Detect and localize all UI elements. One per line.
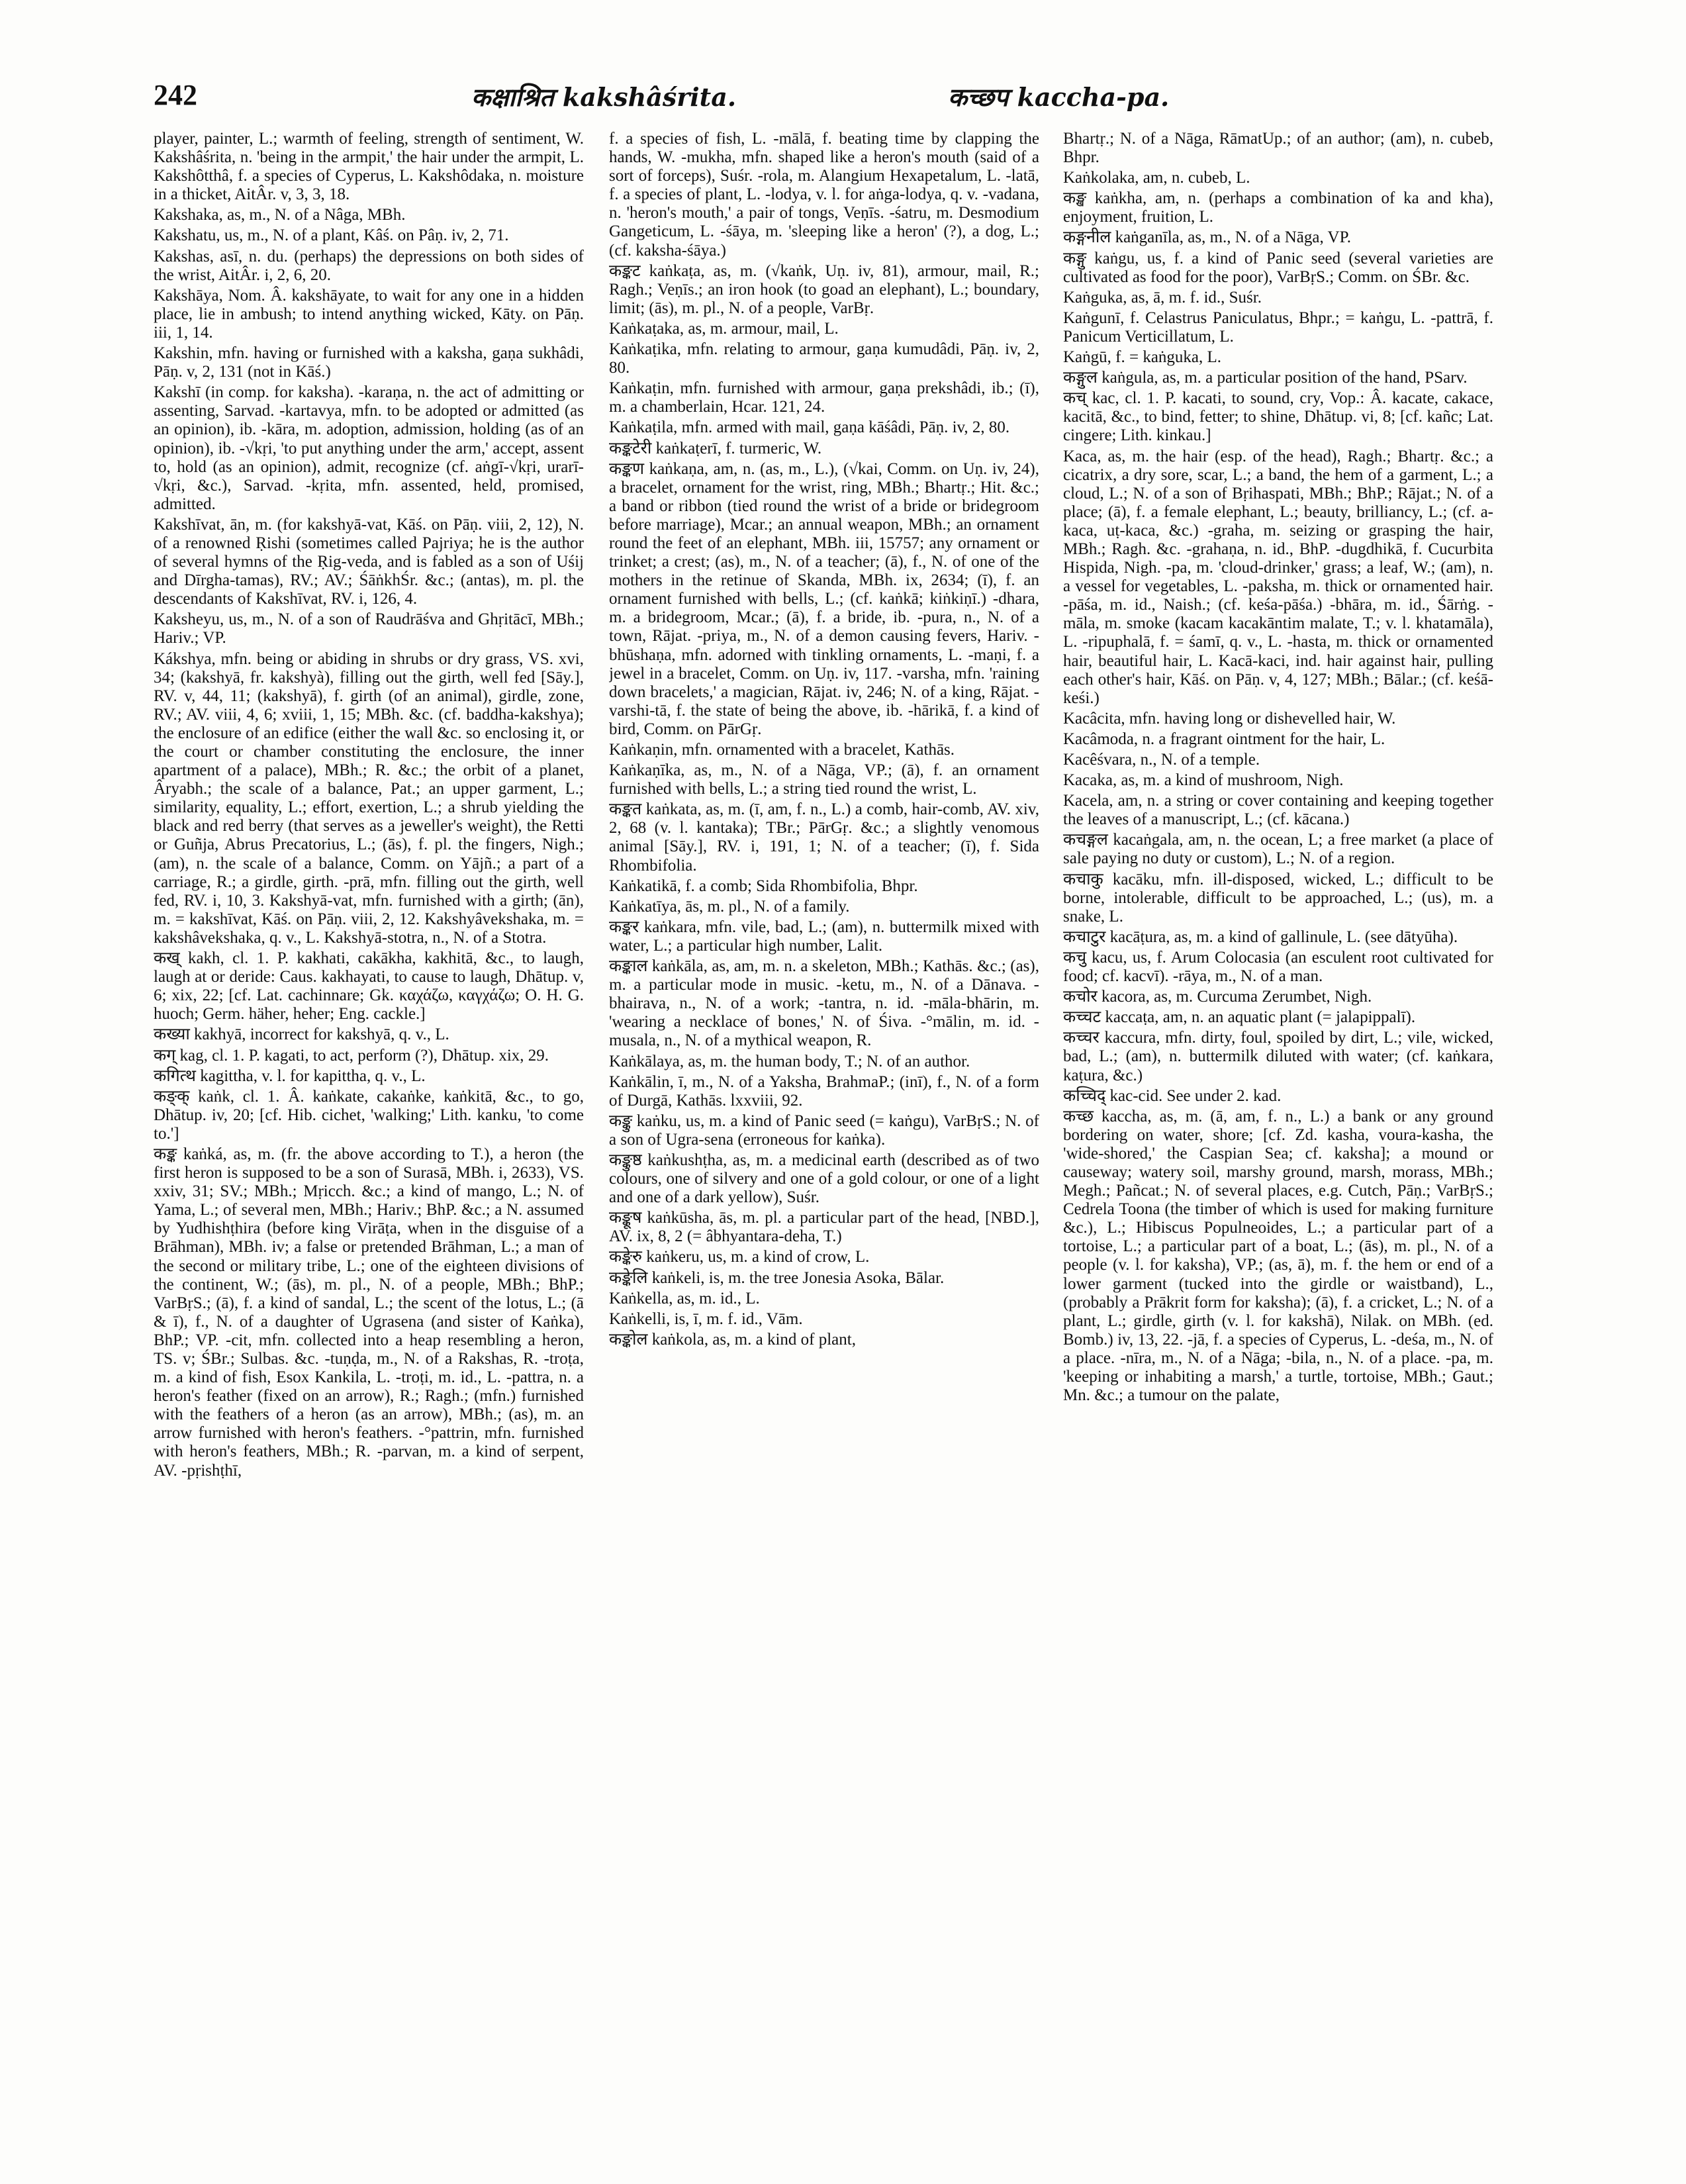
dictionary-entry: Bhartṛ.; N. of a Nāga, RāmatUp.; of an author; (am), n. cubeb, Bhpr. <box>1063 130 1493 167</box>
dictionary-entry: Kacela, am, n. a string or cover containing and keeping together the leaves of a manuscript, L.; (cf. kācana.) <box>1063 792 1493 829</box>
dictionary-entry: Kaṅkaṇin, mfn. ornamented with a bracelet, Kathās. <box>609 741 955 759</box>
dictionary-entry: Kaṅkatīya, ās, m. pl., N. of a family. <box>609 897 850 916</box>
column-1 <box>154 130 584 2156</box>
dictionary-entry: कख्या kakhyā, incorrect for kakshyā, q. v., L. <box>154 1025 449 1044</box>
dictionary-entry: Kaksheyu, us, m., N. of a son of Raudrāśva and Ghṛitācī, MBh.; Hariv.; VP. <box>154 610 584 647</box>
dictionary-entry: कङ्क् kaṅk, cl. 1. Â. kaṅkate, cakaṅke, kaṅkitā, &c., to go, Dhātup. iv, 20; [cf. Hib. cichet, 'walking;' Lith. kanku, 'to come to.'] <box>154 1087 584 1143</box>
left-running-headword: कक्षाश्रित kakshâśrita. <box>471 82 737 112</box>
dictionary-entry: Kákshya, mfn. being or abiding in shrubs or dry grass, VS. xvi, 34; (kakshyā, fr. kakshyà), filling out the girth, well fed [Sāy.], RV. v, 44, 11; (kakshyā), f. girth (of an animal), girdle, zone, RV.; AV. viii, 4, 6; xviii, 1, 15; MBh. &c. (cf. baddha-kakshya); the enclosure of an edifice (either the wall &c. so enclosing it, or the court or chamber constituting the enclosure, the inner apartment of a palace), MBh.; R. &c.; the orbit of a planet, Âryabh.; the scale of a balance, Pat.; an upper garment, L.; similarity, equality, L.; effort, exertion, L.; a shrub yielding the black and red berry (that serves as a jeweller's weight), the Retti or Guñja, Abrus Precatorius, L.; (ās), f. pl. the fingers, Nigh.; (am), n. the scale of a balance, Comm. on Yājñ.; a part of a carriage, R.; a girdle, girth. -prā, mfn. filling out the girth, well fed, RV. i, 10, 3. Kakshyā-vat, mfn. furnished with a girth; (ān), m. = kakshīvat, Kāś. on Pāṇ. viii, 2, 12. Kakshyâvekshaka, m. = kakshâvekshaka, q. v., L. Kakshyā-stotra, n., N. of a Stotra. <box>154 649 584 947</box>
dictionary-entry: कङ्कर kaṅkara, mfn. vile, bad, L.; (am), n. buttermilk mixed with water, L.; a particular high number, Lalit. <box>609 918 1039 955</box>
column-2 <box>609 130 1039 2156</box>
dictionary-entry: कङ्कोल kaṅkola, as, m. a kind of plant, <box>609 1330 856 1349</box>
dictionary-entry: Kaṅgū, f. = kaṅguka, L. <box>1063 348 1222 367</box>
dictionary-entry: कचाटुर kacāṭura, as, m. a kind of gallinule, L. (see dātyūha). <box>1063 927 1458 946</box>
dictionary-entry: कङ्गनील kaṅganīla, as, m., N. of a Nāga, VP. <box>1063 228 1351 247</box>
dictionary-entry: कगित्थ kagittha, v. l. for kapittha, q. v., L. <box>154 1067 426 1085</box>
dictionary-entry: Kaṅkelli, is, ī, m. f. id., Vām. <box>609 1309 803 1328</box>
dictionary-entry: कङ्केलि kaṅkeli, is, m. the tree Jonesia Asoka, Bālar. <box>609 1268 945 1287</box>
dictionary-entry: Kakshī (in comp. for kaksha). -karaṇa, n. the act of admitting or assenting, Sarvad. -kartavya, mfn. to be adopted or admitted (as an opinion), ib. -kāra, m. adoption, admission, holding (as of an opinion), ib. -√kṛi, 'to put anything under the arm,' accept, assent to, hold (as an opinion), admit, recognize (cf. aṅgī-√kṛi, urarī-√kṛi, &c.), Sarvad. -kṛita, mfn. assented, held, promised, admitted. <box>154 383 584 513</box>
dictionary-entry: कङ्केरु kaṅkeru, us, m. a kind of crow, L. <box>609 1248 870 1266</box>
dictionary-entry: Kakshaka, as, m., N. of a Nâga, MBh. <box>154 206 406 224</box>
dictionary-entry: कच्चट kaccaṭa, am, n. an aquatic plant (= jalapippalī). <box>1063 1008 1416 1027</box>
page-number: 242 <box>154 79 197 111</box>
dictionary-entry: Kakshāya, Nom. Â. kakshāyate, to wait for any one in a hidden place, lie in ambush; to intend anything wicked, Kāty. on Pāṇ. iii, 1, 14. <box>154 286 584 342</box>
dictionary-entry: Kacâmoda, n. a fragrant ointment for the hair, L. <box>1063 730 1385 748</box>
dictionary-entry: Kaṅkaṭika, mfn. relating to armour, gaṇa kumudâdi, Pāṇ. iv, 2, 80. <box>609 340 1039 377</box>
dictionary-entry: Kaṅkatikā, f. a comb; Sida Rhombifolia, Bhpr. <box>609 877 918 895</box>
dictionary-entry: कच्छ kaccha, as, m. (ā, am, f. n., L.) a bank or any ground bordering on water, shore; [cf. Zd. kasha, voura-kasha, the 'wide-shored,' the Caspian Sea; cf. kaksha]; a mound or causeway; watery soil, marshy ground, marsh, morass, MBh.; Megh.; Pañcat.; N. of several places, e.g. Cutch, Pāṇ.; VarBṛS.; Cedrela Toona (the timber of which is used for making furniture &c.), L.; Hibiscus Populneoides, L.; a particular part of a tortoise, L.; a particular part of a boat, L.; (ās), m. pl., N. of a people (v. l. for kaksha), VP.; (as, ā), m. f. the hem or end of a lower garment (tucked into the girdle or waistband), L., (probably a Prākrit form for kaksha); (ā), f. a cricket, L.; N. of a plant, L.; girdle, girth (v. l. for kakshā), Nilak. on MBh. (ed. Bomb.) iv, 13, 22. -jā, f. a species of Cyperus, L. -deśa, m., N. of a place. -nīra, m., N. of a Nāga; -bila, n., N. of a place. -pa, m. 'keeping or inhabiting a marsh,' a turtle, tortoise, MBh.; Gaut.; Mn. &c.; a tumour on the palate, <box>1063 1107 1493 1405</box>
dictionary-entry: Kakshatu, us, m., N. of a plant, Kâś. on Pâṇ. iv, 2, 71. <box>154 226 509 245</box>
dictionary-entry: कख् kakh, cl. 1. P. kakhati, cakākha, kakhitā, &c., to laugh, laugh at or deride: Caus. kakhayati, to cause to laugh, Dhātup. v, 6; xix, 22; [cf. Lat. cachinnare; Gk. καχάζω, καγχάζω; O. H. G. huoch; Germ. häher, heher; Eng. cackle.] <box>154 949 584 1023</box>
dictionary-entry: कङ्कटेरी kaṅkaṭerī, f. turmeric, W. <box>609 439 822 457</box>
dictionary-entry: Kaca, as, m. the hair (esp. of the head), Ragh.; Bhartṛ. &c.; a cicatrix, a dry sore, scar, L.; a band, the hem of a garment, L.; a cloud, L.; N. of a son of Bṛihaspati, MBh.; BhP.; Rājat.; N. of a place; (ā), f. a female elephant, L.; beauty, brilliancy, L.; (cf. a-kaca, uṭ-kaca, &c.) -graha, m. seizing or grasping the hair, MBh.; Ragh. &c. -grahaṇa, n. id., BhP. -dugdhikā, f. Cucurbita Hispida, Nigh. -pa, m. 'cloud-drinker,' grass; a leaf, W.; (am), n. a vessel for vegetables, L. -paksha, m. thick or ornamented hair. -pāśa, m. id., Naish.; (cf. keśa-pāśa.) -bhāra, m. id., Śārṅg. -māla, m. smoke (kacam kacakāntim malate, T.; v. l. khatamāla), L. -ripuphalā, f. = śamī, q. v., L. -hasta, m. thick or ornamented hair, beautiful hair, L. Kacā-kaci, ind. hair against hair, pulling each other's hair, Kāś. on Pāṇ. v, 4, 127; MBh.; Bālar.; (cf. keśā-keśi.) <box>1063 447 1493 707</box>
dictionary-entry: Kakshīvat, ān, m. (for kakshyā-vat, Kāś. on Pāṇ. viii, 2, 12), N. of a renowned Ṛishi (sometimes called Pajriya; he is the author of several hymns of the Ṛig-veda, and is fabled as a son of Uśij and Dīrgha-tamas), RV.; AV.; ŚāṅkhŚr. &c.; (antas), m. pl. the descendants of Kakshīvat, RV. i, 126, 4. <box>154 515 584 608</box>
dictionary-entry: Kaṅkella, as, m. id., L. <box>609 1289 760 1307</box>
dictionary-entry: कङ्कट kaṅkaṭa, as, m. (√kaṅk, Uṇ. iv, 81), armour, mail, R.; Ragh.; Veṇīs.; an iron hook (to goad an elephant), L.; boundary, limit; (ās), m. pl., N. of a people, VarBṛ. <box>609 261 1039 317</box>
right-running-headword: कच्छप kaccha-pa. <box>948 82 1170 112</box>
dictionary-entry: कच्चर kaccura, mfn. dirty, foul, spoiled by dirt, L.; vile, wicked, bad, L.; (am), n. buttermilk diluted with water; (cf. kaṅkara, kaṭura, &c.) <box>1063 1029 1493 1084</box>
dictionary-entry: कङ्कुष्ठ kaṅkushṭha, as, m. a medicinal earth (described as of two colours, one of silvery and one of a gold colour, or one of a light and one of a dark yellow), Suśr. <box>609 1151 1039 1207</box>
dictionary-entry: Kacêśvara, n., N. of a temple. <box>1063 751 1260 769</box>
dictionary-entry: कङ्गुल kaṅgula, as, m. a particular position of the hand, PSarv. <box>1063 369 1468 387</box>
dictionary-entry: कङ्काल kaṅkāla, as, am, m. n. a skeleton, MBh.; Kathās. &c.; (as), m. a particular mode in music. -ketu, m., N. of a Dānava. -bhairava, n., N. of a work; -tantra, n. id. -māla-bhārin, m. 'wearing a necklace of bones,' N. of Śiva. -°mālin, m. id. -musala, n., N. of a mythical weapon, R. <box>609 957 1039 1050</box>
dictionary-entry: Kaṅkaṭin, mfn. furnished with armour, gaṇa prekshâdi, ib.; (ī), m. a chamberlain, Hcar. 121, 24. <box>609 379 1039 416</box>
dictionary-entry: Kaṅguka, as, ā, m. f. id., Suśr. <box>1063 288 1262 307</box>
dictionary-entry: Kaṅkolaka, am, n. cubeb, L. <box>1063 169 1250 187</box>
dictionary-entry: Kaṅkaṭila, mfn. armed with mail, gaṇa kāśâdi, Pāṇ. iv, 2, 80. <box>609 418 1010 437</box>
dictionary-entry: कच् kac, cl. 1. P. kacati, to sound, cry, Vop.: Â. kacate, cakace, kacitā, &c., to bind, fetter; to shine, Dhātup. vi, 8; [cf. kañc; Lat. cingere; Lith. kinkau.] <box>1063 389 1493 445</box>
dictionary-entry: Kaṅkaṭaka, as, m. armour, mail, L. <box>609 319 839 338</box>
dictionary-entry: Kaṅgunī, f. Celastrus Paniculatus, Bhpr.; = kaṅgu, L. -pattrā, f. Panicum Verticillatum, L. <box>1063 309 1493 346</box>
dictionary-entry: कच्चिद् kac-cid. See under 2. kad. <box>1063 1086 1282 1105</box>
dictionary-entry: कचङ्गल kacaṅgala, am, n. the ocean, L; a free market (a place of sale paying no duty or custom), L.; N. of a region. <box>1063 831 1493 868</box>
page-header <box>154 78 1511 118</box>
column-3 <box>1063 130 1493 2156</box>
dictionary-entry: Kakshin, mfn. having or furnished with a kaksha, gaṇa sukhâdi, Pāṇ. v, 2, 131 (not in Kāś.) <box>154 344 584 381</box>
dictionary-entry: कचाकु kacāku, mfn. ill-disposed, wicked, L.; difficult to be borne, intolerable, difficult to be approached, L.; (us), m. a snake, L. <box>1063 870 1493 926</box>
dictionary-entry: कचोर kacora, as, m. Curcuma Zerumbet, Nigh. <box>1063 988 1372 1006</box>
dictionary-entry: player, painter, L.; warmth of feeling, strength of sentiment, W. Kakshâśrita, n. 'being in the armpit,' the hair under the armpit, L. Kakshôtthâ, f. a species of Cyperus, L. Kakshôdaka, n. moisture in a thicket, AitÂr. v, 3, 3, 18. <box>154 130 584 204</box>
dictionary-entry: Kakshas, asī, n. du. (perhaps) the depressions on both sides of the wrist, AitÂr. i, 2, 6, 20. <box>154 247 584 284</box>
dictionary-entry: कङ्कूष kaṅkūsha, ās, m. pl. a particular part of the head, [NBD.], AV. ix, 8, 2 (= âbhyantara-deha, T.) <box>609 1209 1039 1246</box>
dictionary-entry: Kaṅkaṇīka, as, m., N. of a Nāga, VP.; (ā), f. an ornament furnished with bells, L.; a string tied round the wrist, L. <box>609 761 1039 798</box>
dictionary-entry: कङ्गु kaṅgu, us, f. a kind of Panic seed (several varieties are cultivated as food for the poor), VarBṛS.; Comm. on ŚBr. &c. <box>1063 249 1493 286</box>
dictionary-entry: कचु kacu, us, f. Arum Colocasia (an esculent root cultivated for food; cf. kacvī). -rāya, m., N. of a man. <box>1063 948 1493 986</box>
dictionary-entry: कङ्कण kaṅkaṇa, am, n. (as, m., L.), (√kai, Comm. on Uṇ. iv, 24), a bracelet, ornament for the wrist, ring, MBh.; Bhartṛ.; Hit. &c.; a band or ribbon (tied round the wrist of a bride or bridegroom before marriage), Mcar.; an annual weapon, MBh.; an ornament round the feet of an elephant, MBh. iii, 15757; any ornament or trinket; a crest; (as), m., N. of a teacher; (ā), f., N. of one of the mothers in the retinue of Skanda, MBh. ix, 2634; (ī), f. an ornament furnished with bells, L.; (cf. kaṅkā; kiṅkiṇī.) -dhara, m. a bridegroom, Mcar.; (ā), f. a bride, ib. -pura, n., N. of a town, Rājat. -priya, m., N. of a demon causing fevers, Hariv. -bhūshaṇa, mfn. adorned with tinkling ornaments, L. -maṇi, f. a jewel in a bracelet, Comm. on Uṇ. iv, 117. -varsha, mfn. 'raining down bracelets,' a magician, Rājat. iv, 246; N. of a king, Rājat. -varshi-tā, f. the state of being the above, ib. -hārikā, f. a kind of bird, Comm. on PārGṛ. <box>609 459 1039 738</box>
dictionary-entry: Kacâcita, mfn. having long or dishevelled hair, W. <box>1063 709 1396 728</box>
dictionary-entry: Kacaka, as, m. a kind of mushroom, Nigh. <box>1063 771 1344 790</box>
dictionary-entry: Kaṅkālin, ī, m., N. of a Yaksha, BrahmaP.; (inī), f., N. of a form of Durgā, Kathās. lxxviii, 92. <box>609 1072 1039 1110</box>
dictionary-entry: कङ्कु kaṅku, us, m. a kind of Panic seed (= kaṅgu), VarBṛS.; N. of a son of Ugra-sena (erroneous for kaṅka). <box>609 1112 1039 1149</box>
dictionary-entry: f. a species of fish, L. -mālā, f. beating time by clapping the hands, W. -mukha, mfn. shaped like a heron's mouth (said of a sort of forceps), Suśr. -rola, m. Alangium Hexapetalum, L. -latā, f. a species of plant, L. -lodya, v. l. for aṅga-lodya, q. v. -vadana, n. 'heron's mouth,' a pair of tongs, Veṇīs. -śatru, m. Desmodium Gangeticum, L. -śāya, m. 'sleeping like a heron' (?), a dog, L.; (cf. kaksha-śāya.) <box>609 130 1039 260</box>
dictionary-entry: कङ्कत kaṅkata, as, m. (ī, am, f. n., L.) a comb, hair-comb, AV. xiv, 2, 68 (v. l. kantaka); TBr.; PārGṛ. &c.; a slightly venomous animal [Sāy.], RV. i, 191, 1; N. of a teacher; (ī), f. Sida Rhombifolia. <box>609 800 1039 875</box>
dictionary-entry: कङ्ख kaṅkha, am, n. (perhaps a combination of ka and kha), enjoyment, fruition, L. <box>1063 189 1493 226</box>
dictionary-entry: Kaṅkālaya, as, m. the human body, T.; N. of an author. <box>609 1052 970 1070</box>
dictionary-entry: कङ्क kaṅká, as, m. (fr. the above according to T.), a heron (the first heron is supposed to be a son of Surasā, MBh. i, 2633), VS. xxiv, 31; SV.; MBh.; Mṛicch. &c.; a kind of mango, L.; N. of Yama, L.; of several men, MBh.; Hariv.; BhP. &c.; a N. assumed by Yudhishṭhira (before king Virāṭa, when in the disguise of a Brāhman), MBh. iv; a false or pretended Brāhman, L.; a man of the second or military tribe, L.; one of the eighteen divisions of the continent, W.; (ās), m. pl., N. of a people, MBh.; BhP.; VarBṛS.; (ā), f. a kind of sandal, L.; the scent of the lotus, L.; (ā & ī), f., N. of a daughter of Ugrasena (and sister of Kaṅka), BhP.; VP. -cit, mfn. collected into a heap resembling a heron, TS. v; ŚBr.; Sulbas. &c. -tuṇḍa, m., N. of a Rakshas, R. -troṭa, m. a kind of fish, Esox Kankila, L. -troṭi, m. id., L. -pattra, n. a heron's feather (fixed on an arrow), R.; Ragh.; (mfn.) furnished with the feathers of a heron (as an arrow), MBh.; (as), m. an arrow furnished with heron's feathers. -°pattrin, mfn. furnished with heron's feathers, MBh.; R. -parvan, m. a kind of serpent, AV. -pṛishṭhī, <box>154 1145 584 1480</box>
dictionary-entry: कग् kag, cl. 1. P. kagati, to act, perform (?), Dhātup. xix, 29. <box>154 1046 549 1065</box>
